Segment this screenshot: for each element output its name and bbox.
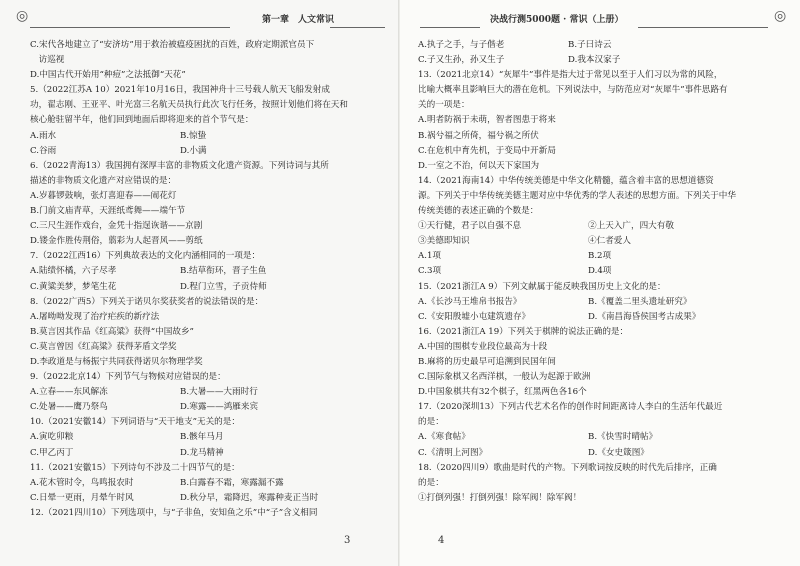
q11-options-row-1 [30, 476, 390, 491]
option: C.《安阳殷墟小屯建筑遗存》 [418, 311, 531, 322]
text-line: C.莫言曾因《红高粱》获得茅盾文学奖 [30, 341, 177, 352]
left-page-header: 第一章 人文常识 [262, 15, 335, 25]
text-line: 比喻大概率且影响巨大的潜在危机。下列说法中，与防范应对“灰犀牛”事件思路有 [418, 85, 728, 96]
option: B.骸年马月 [180, 432, 224, 443]
right-page-number: 4 [438, 535, 445, 546]
q14-options-row-2 [418, 264, 788, 279]
text-line: A.明者防祸于未萌，智者图患于将来 [418, 115, 556, 126]
text-line: B.祸兮福之所倚，福兮祸之所伏 [418, 130, 539, 141]
q12-options-row-2 [418, 53, 788, 68]
option: B.子曰诗云 [568, 40, 612, 50]
right-page-header: 决战行测5000题 · 常识（上册） [490, 15, 624, 25]
text-line: 8.（2022广西5）下列关于诺贝尔奖获奖者的说法错误的是： [30, 296, 264, 307]
option: B.结草衔环，晋子生鱼 [180, 266, 267, 277]
statement: ④仁者爱人 [588, 236, 631, 247]
option: C.甲乙丙丁 [30, 447, 74, 458]
q5-options-row-1 [30, 129, 390, 144]
q10-options-row-1 [30, 430, 390, 445]
q14-items-row-1 [418, 219, 788, 234]
text-line: 的是： [418, 477, 444, 488]
text-line: D.中国古代开始用“种痘”之法抵御“天花” [30, 70, 186, 81]
text-line: D.一室之不治，何以天下家国为 [418, 160, 540, 171]
q10-options-row-2 [30, 446, 390, 461]
text-line: D.镂金作胜传荆俗，翦彩为人起晋风——剪纸 [30, 236, 203, 247]
option: D.程门立雪，子贡侍师 [180, 281, 267, 292]
text-line: ①打倒列强！打倒列强！除军阀！除军阀！ [418, 492, 582, 503]
option: A.寅吃卯粮 [30, 432, 74, 443]
text-line: 12.（2021四川10）下列选项中，与“子非鱼，安知鱼之乐”中“子”含义相同 [30, 507, 318, 518]
left-page-number: 3 [344, 535, 351, 546]
option: A.陆绩怀橘，六子尽孝 [30, 266, 117, 277]
text-line: C.宋代各地建立了“安济坊”用于救治被瘟疫困扰的百姓，政府定期派官员下 [30, 40, 315, 50]
text-line: 9.（2022北京14）下列节气与物候对应错误的是： [30, 372, 226, 383]
option: B.惊蛰 [180, 130, 207, 141]
q9-options-row-2 [30, 400, 390, 415]
q7-options-row-1 [30, 264, 390, 279]
option: D.寒露——鸿雁来宾 [180, 402, 259, 413]
text-line: 10.（2021安徽14）下列词语与“天干地支”无关的是： [30, 417, 240, 428]
option: D.我本汉家子 [568, 55, 621, 66]
q11-options-row-2 [30, 491, 390, 506]
option: C.处暑——鹰乃祭鸟 [30, 402, 108, 413]
option: A.执子之手，与子偕老 [418, 40, 505, 50]
q12-options-row-1 [418, 38, 788, 53]
statement: ③美德即知识 [418, 236, 470, 247]
text-line: 传统美德的表述正确的个数是： [418, 206, 539, 217]
q9-options-row-1 [30, 385, 390, 400]
option: D.《南昌海昏侯国考古成果》 [588, 311, 701, 322]
text-line: D.中国象棋共有32个棋子，红黑两色各16个 [418, 387, 587, 398]
text-line: 14.（2021海南14）中华传统美德是中华文化精髓，蕴含着丰富的思想道德资 [418, 175, 714, 186]
option: A.1项 [418, 251, 441, 262]
text-line: A.岁暮锣鼓响，张灯喜迎春——闹花灯 [30, 190, 177, 201]
option: B.白露春不霜，寒露漏不露 [180, 477, 284, 488]
option: D.龙马精神 [180, 447, 224, 458]
q14-items-row-2 [418, 234, 788, 249]
option: C.《清明上河图》 [418, 447, 488, 458]
q5-options-row-2 [30, 144, 390, 159]
text-line: 描述的非物质文化遗产对应错误的是： [30, 175, 177, 186]
option: A.雨水 [30, 130, 57, 141]
text-line: 15.（2021浙江A 9）下列文献属于能反映我国历史上文化的是： [418, 281, 666, 292]
header-rule-right [638, 27, 768, 28]
text-line: 核心舱驻留半年，他们回到地面后即将迎来的首个节气是： [30, 115, 254, 126]
statement: ①天行健，君子以自强不息 [418, 221, 522, 232]
text-line: C.三尺生涯作戏台，金凭十指逞诙谐——京剧 [30, 221, 203, 232]
text-line: C.在危机中育先机，于变局中开新局 [418, 145, 556, 156]
header-rule-left [30, 27, 230, 28]
text-line: 访巡视 [30, 55, 65, 66]
option: B.《快雪时晴帖》 [588, 432, 658, 443]
text-line: 17.（2020深圳13）下列古代艺术名作的创作时间距离诗人李白的生活年代最近 [418, 402, 723, 413]
text-line: B.麻将的历史最早可追溯到民国年间 [418, 356, 556, 367]
option: B.《覆盖二里头遗址研究》 [588, 296, 692, 307]
q7-options-row-2 [30, 280, 390, 295]
text-line: A.中国的围棋专业段位最高为十段 [418, 341, 548, 352]
option: B.大暑——大雨时行 [180, 387, 258, 398]
option: C.子又生孙，孙又生子 [418, 55, 505, 66]
option: A.立春——东风解冻 [30, 387, 108, 398]
text-line: 6.（2022青海13）我国拥有深厚丰富的非物质文化遗产资源。下列诗词与其所 [30, 160, 329, 171]
text-line: B.门前文庙青草，天涯纸鸢舞——端午节 [30, 206, 186, 217]
option: A.《寒食帖》 [418, 432, 470, 443]
text-line: C.国际象棋又名西洋棋，一般认为起源于欧洲 [418, 372, 591, 383]
q17-options-row-1 [418, 430, 788, 445]
left-page-body [30, 38, 390, 521]
option: B.2项 [588, 251, 612, 262]
right-page [400, 0, 800, 566]
text-line: 16.（2021浙江A 19）下列关于棋牌的说法正确的是： [418, 326, 629, 337]
option: D.《女史箴图》 [588, 447, 649, 458]
text-line: 13.（2021北京14）“灰犀牛”事件是指大过于常见以至于人们习以为常的风险， [418, 70, 723, 81]
right-page-body [418, 38, 788, 506]
option: D.小满 [180, 145, 207, 156]
text-line: 的是： [418, 417, 444, 428]
option: A.《长沙马王堆帛书报告》 [418, 296, 522, 307]
q15-options-row-2 [418, 310, 788, 325]
binding-clip-icon: ◎ [774, 8, 787, 24]
option: D.秋分早，霜降迟，寒露种麦正当时 [180, 492, 319, 503]
text-line: D.李政道是与杨振宁共同获得诺贝尔物理学奖 [30, 356, 203, 367]
header-rule-left [420, 27, 480, 28]
header-rule-right [330, 27, 385, 28]
text-line: 11.（2021安徽15）下列诗句不涉及二十四节气的是： [30, 462, 240, 473]
text-line: 源。下列关于中华传统美德主题对应中华优秀的学人表述的思想方面。下列关于中华 [418, 190, 736, 201]
q15-options-row-1 [418, 295, 788, 310]
option: A.花木管时令，鸟鸣报农时 [30, 477, 134, 488]
q14-options-row-1 [418, 249, 788, 264]
text-line: 5.（2022江苏A 10）2021年10月16日，我国神舟十三号载人航天飞船发射成 [30, 85, 330, 96]
text-line: A.屠呦呦发现了治疗疟疾的新疗法 [30, 311, 160, 322]
option: C.日晕一更雨，月晕午时风 [30, 492, 134, 503]
statement: ②上天入广，四大有敬 [588, 221, 674, 232]
option: D.4项 [588, 266, 612, 277]
text-line: 18.（2020四川9）歌曲是时代的产物。下列歌词按反映的时代先后排序，正确 [418, 462, 717, 473]
option: C.黄粱美梦，梦笔生花 [30, 281, 117, 292]
text-line: 功，翟志刚、王亚平、叶光富三名航天员执行此次飞行任务，按照计划他们将在天和 [30, 100, 348, 111]
binding-clip-icon: ◎ [16, 8, 29, 24]
text-line: 关的一项是： [418, 100, 470, 111]
option: C.3项 [418, 266, 442, 277]
q17-options-row-2 [418, 446, 788, 461]
option: C.谷雨 [30, 145, 57, 156]
text-line: B.莫言因其作品《红高粱》获得“中国故乡” [30, 326, 194, 337]
text-line: 7.（2022江西16）下列典故表达的文化内涵相同的一项是： [30, 251, 261, 262]
